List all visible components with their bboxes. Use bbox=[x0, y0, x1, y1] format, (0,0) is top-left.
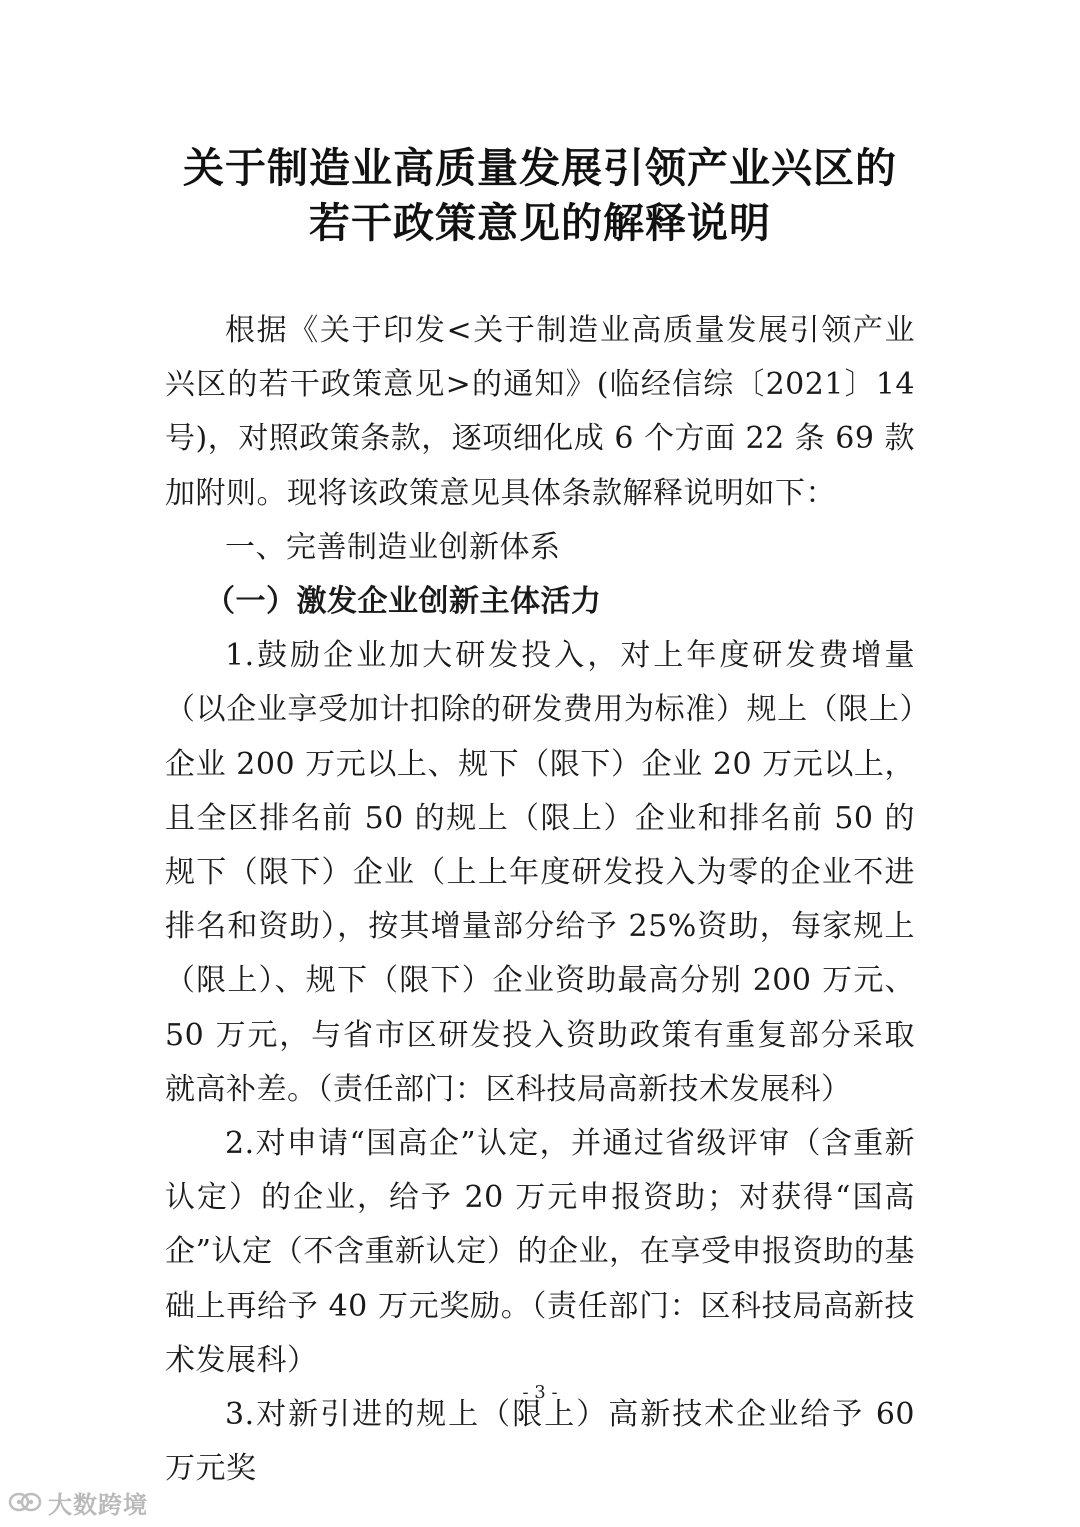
item-paragraph-2: 2.对申请“国高企”认定，并通过省级评审（含重新认定）的企业，给予 20 万元申报资助；对获得“国高企”认定（不含重新认定）的企业，在享受申报资助的基础上再给予 40 万元奖励。（责任部门：区科技局高新技术发展科） bbox=[165, 1126, 915, 1378]
intro-paragraph: 根据《关于印发<关于制造业高质量发展引领产业兴区的若干政策意见>的通知》(临经信综〔2021〕14 号)，对照政策条款，逐项细化成 6 个方面 22 条 69 款加附则。现将该政策意见具体条款解释说明如下： bbox=[165, 313, 915, 511]
subsection-heading: （一）激发企业创新主体活力 bbox=[205, 584, 602, 620]
page-number: - 3 - bbox=[522, 1382, 558, 1403]
logo-icon bbox=[8, 1491, 42, 1513]
document-title-line-1: 关于制造业高质量发展引领产业兴区的 bbox=[183, 144, 897, 192]
document-title-line-2: 若干政策意见的解释说明 bbox=[309, 199, 771, 247]
section-heading: 一、完善制造业创新体系 bbox=[225, 529, 561, 565]
item-paragraph-1: 1.鼓励企业加大研发投入，对上年度研发费增量（以企业享受加计扣除的研发费用为标准）规上（限上）企业 200 万元以上、规下（限下）企业 20 万元以上，且全区排名前 50 的规上（限上）企业和排名前 50 的规下（限下）企业（上上年度研发投入为零的企业不进排名和资助），按其增量部分给予 25%资助，每家规上（限上）、规下（限下）企业资助最高分别 200 万元、50 万元，与省市区研发投入资助政策有重复部分采取就高补差。（责任部门：区科技局高新技术发展科） bbox=[165, 638, 915, 1107]
item-paragraph-3: 3.对新引进的规上（限上）高新技术企业给予 60 万元奖 bbox=[165, 1397, 915, 1487]
document-body bbox=[165, 304, 915, 1496]
watermark-text: 大数跨境 bbox=[48, 1490, 148, 1519]
watermark bbox=[8, 1484, 148, 1520]
